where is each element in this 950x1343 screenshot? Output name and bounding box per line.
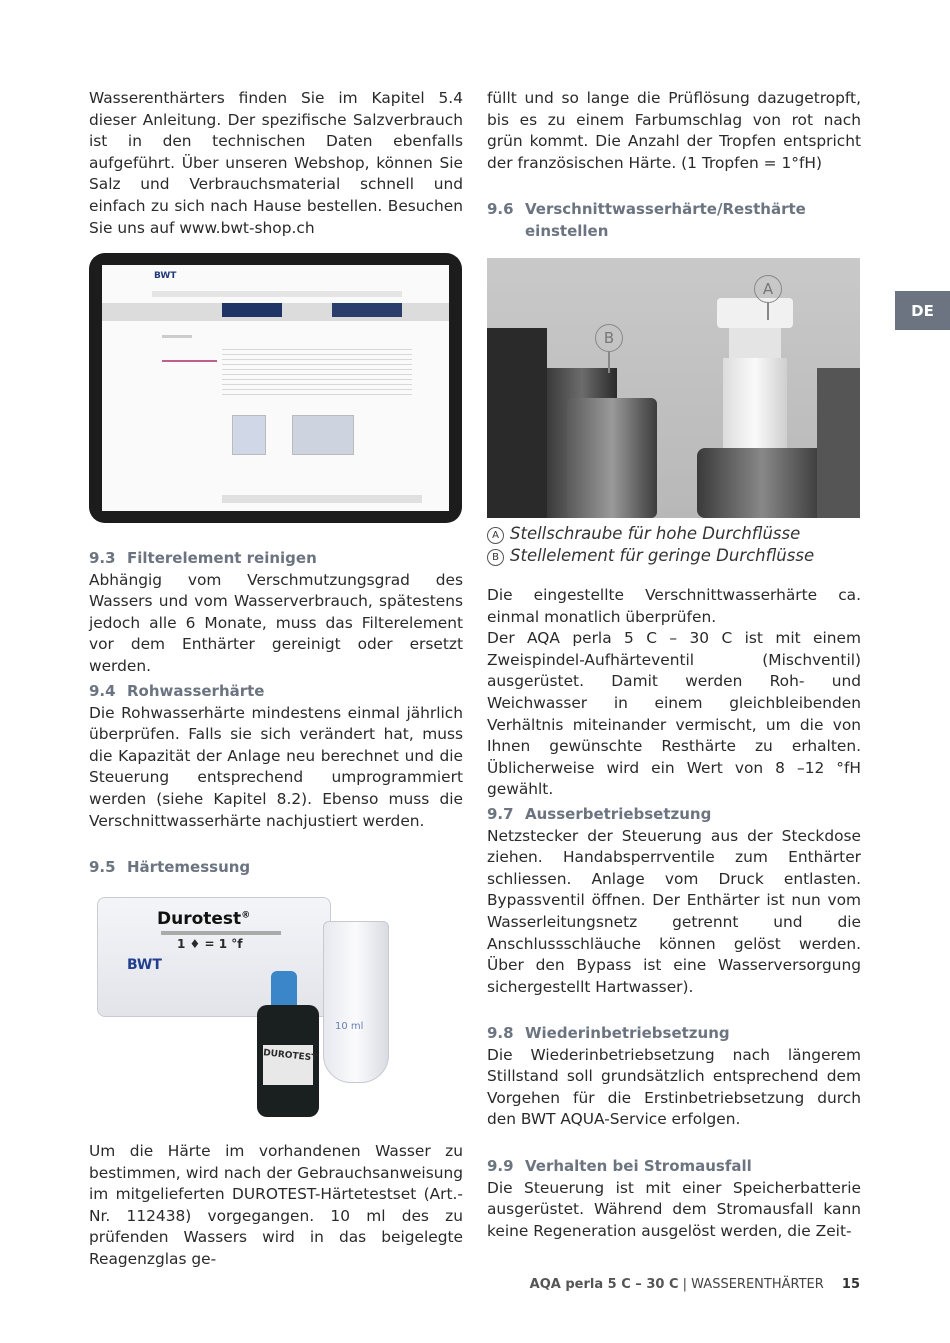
language-tab: DE <box>895 291 950 330</box>
bwt-logo: BWT <box>154 271 177 281</box>
section-heading: 9.6 Verschnittwasserhärte/Resthärte einstellen <box>487 200 806 240</box>
durotest-formula: 1 ♦ = 1 °f <box>177 937 243 951</box>
section-9-6 <box>487 199 861 242</box>
left-column <box>89 88 463 239</box>
page-footer: AQA perla 5 C – 30 C | WASSERENTHÄRTER 15 <box>529 1277 860 1292</box>
footer-category: WASSERENTHÄRTER <box>691 1277 824 1292</box>
photo-caption <box>487 523 861 566</box>
bottle-label: DUROTEST <box>262 1048 318 1064</box>
blend-valve-photo <box>487 258 860 518</box>
page-number: 15 <box>841 1277 860 1292</box>
label-a-circle: A <box>754 275 782 303</box>
section-heading: 9.9 Verhalten bei Stromausfall <box>487 1157 752 1175</box>
section-heading: 9.5 Härtemessung <box>89 858 251 876</box>
section-9-7 <box>487 804 861 998</box>
section-text: Die Steuerung ist mit einer Speicherbatterie ausgerüstet. Während dem Stromausfall kann keine Regeneration ausgelöst werden, die Zeit- <box>487 1178 861 1240</box>
section-9-4 <box>89 681 463 832</box>
section-9-9 <box>487 1156 861 1242</box>
section-text: Um die Härte im vorhandenen Wasser zu bestimmen, wird nach der Gebrauchsanweisung im mitgelieferten DUROTEST-Härtetestset (Art.-Nr. 112438) vorgegangen. 10 ml des zu prüfenden Wassers wird in das beigelegte Reagenzglas ge- <box>89 1142 463 1268</box>
section-9-6-text <box>487 585 861 801</box>
section-9-3 <box>89 548 463 678</box>
tube-label: 10 ml <box>335 1021 364 1032</box>
section-text: Die eingestellte Verschnittwasserhärte ca. einmal monatlich überprüfen. <box>487 586 861 626</box>
durotest-brand: Durotest <box>157 909 242 929</box>
bwt-logo: BWT <box>127 957 162 973</box>
section-9-8 <box>487 1023 861 1131</box>
right-intro <box>487 88 861 174</box>
section-text: Netzstecker der Steuerung aus der Steckdose ziehen. Handabsperrventile zum Enthärter schliessen. Anlage vom Druck entlasten. Bypassventil öffnen. Der Enthärter ist nun vom Wasserleitungsnetz getrennt und die Anschlussschläuche können gelöst werden. Über den Bypass ist eine Wasserversorgung sichergestellt Hartwasser). <box>487 826 861 996</box>
section-9-5 <box>89 857 463 879</box>
caption-a: Stellschraube für hohe Durchflüsse <box>510 524 801 543</box>
caption-b: Stellelement für geringe Durchflüsse <box>510 545 815 565</box>
section-heading: 9.7 Ausserbetriebsetzung <box>487 805 712 823</box>
label-b-icon: B <box>487 549 504 566</box>
footer-product: AQA perla 5 C – 30 C <box>529 1277 679 1292</box>
webshop-tablet-image <box>89 253 462 523</box>
section-9-5-text <box>89 1141 463 1271</box>
durotest-kit-image: Durotest® 1 ♦ = 1 °f BWT 10 ml DUROTEST <box>89 893 399 1123</box>
label-b-circle: B <box>595 324 623 352</box>
section-text: Der AQA perla 5 C – 30 C ist mit einem Zweispindel-Aufhärteventil (Mischventil) ausgerüstet. Damit werden Roh- und Weichwasser in einem gleichbleibenden Verhältnis miteinander vermischt, um die von Ihnen gewünschte Resthärte zu erhalten. Üblicherweise wird ein Wert von 8 –12 °fH gewählt. <box>487 629 861 799</box>
intro-paragraph: füllt und so lange die Prüflösung dazugetropft, bis es zu einem Farbumschlag von rot nach grün kommt. Die Anzahl der Tropfen entspricht der französischen Härte. (1 Tropfen = 1°fH) <box>487 89 861 172</box>
section-heading: 9.3 Filterelement reinigen <box>89 549 317 567</box>
label-a-icon: A <box>487 527 504 544</box>
section-text: Die Wiederinbetriebsetzung nach längerem Stillstand soll grundsätzlich entsprechend dem Vorgehen für die Erstinbetriebsetzung durch den BWT AQUA-Service erfolgen. <box>487 1045 861 1129</box>
section-heading: 9.8 Wiederinbetriebsetzung <box>487 1024 730 1042</box>
intro-paragraph: Wasserenthärters finden Sie im Kapitel 5.4 dieser Anleitung. Der spezifische Salzverbrauch ist in den technischen Daten ebenfalls aufgeführt. Über unseren Webshop, können Sie Salz und Verbrauchsmaterial schnell und einfach zu sich nach Hause bestellen. Besuchen Sie uns auf www.bwt-shop.ch <box>89 89 463 237</box>
section-text: Abhängig vom Verschmutzungsgrad des Wassers und vom Wasserverbrauch, spätestens jedoch alle 6 Monate, muss das Filterelement vor dem Enthärter gereinigt oder ersetzt werden. <box>89 570 463 675</box>
section-text: Die Rohwasserhärte mindestens einmal jährlich überprüfen. Falls sie sich verändert hat, muss die Kapazität der Anlage neu berechnet und die Steuerung entsprechend umprogrammiert werden (siehe Kapitel 8.2). Ebenso muss die Verschnittwasserhärte nachjustiert werden. <box>89 703 463 830</box>
section-heading: 9.4 Rohwasserhärte <box>89 682 265 700</box>
